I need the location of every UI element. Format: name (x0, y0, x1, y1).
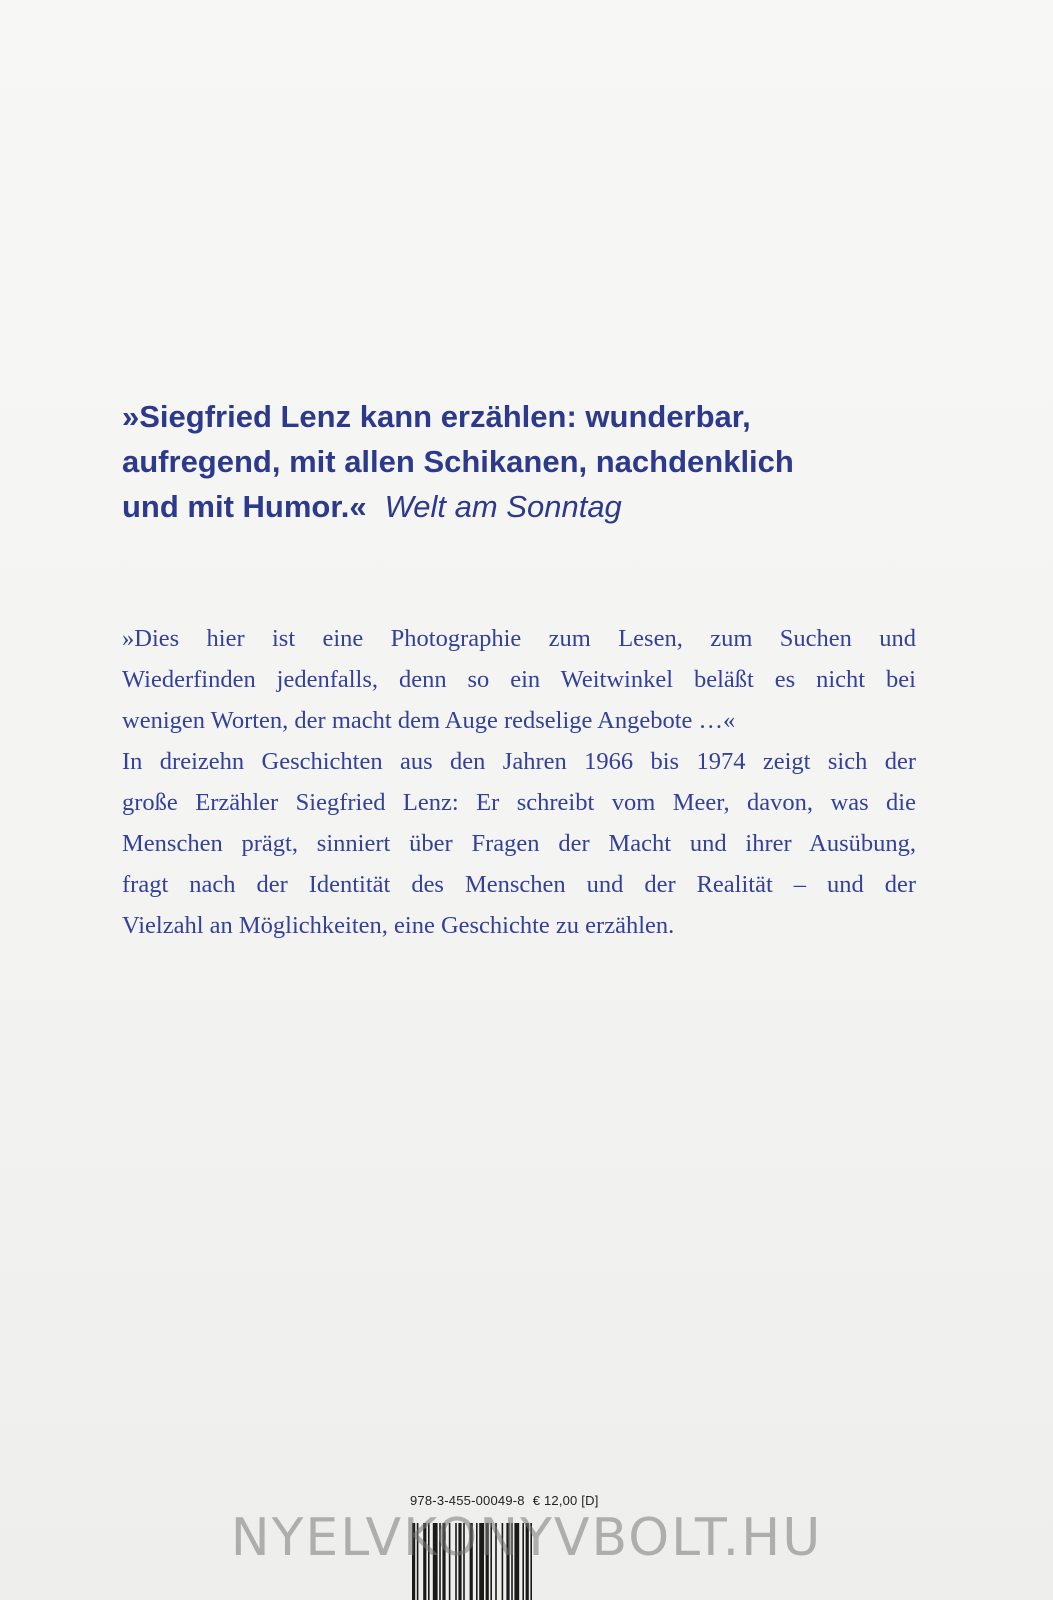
barcode-bar (442, 1523, 445, 1600)
barcode-caption (410, 1493, 599, 1508)
barcode-bar (502, 1523, 504, 1600)
barcode-bar (463, 1523, 465, 1600)
press-quote-line-text: und mit Humor.« (122, 489, 367, 524)
press-quote-line: »Siegfried Lenz kann erzählen: wunderbar, (122, 399, 751, 434)
barcode-bar (514, 1523, 519, 1600)
barcode-bar (449, 1523, 451, 1600)
press-quote-source: Welt am Sonntag (384, 489, 622, 524)
press-quote (122, 394, 922, 529)
barcode-bar (458, 1523, 461, 1600)
barcode-bar (526, 1523, 529, 1600)
barcode-bar (506, 1523, 509, 1600)
barcode-bar (495, 1523, 497, 1600)
barcode-icon (410, 1523, 630, 1600)
barcode-bar (412, 1523, 415, 1600)
barcode-bar (439, 1523, 441, 1600)
barcode-bar (479, 1523, 484, 1600)
barcode-bar (530, 1523, 532, 1600)
blurb-line: fragt nach der Identität des Menschen und der Realität – und der (122, 871, 916, 898)
barcode-bar (470, 1523, 473, 1600)
barcode-bar (522, 1523, 524, 1600)
blurb-line: Vielzahl an Möglichkeiten, eine Geschichte zu erzählen. (122, 912, 675, 939)
blurb-line: In dreizehn Geschichten aus den Jahren 1966 bis 1974 zeigt sich der (122, 748, 916, 775)
press-quote-line: aufregend, mit allen Schikanen, nachdenklich (122, 444, 794, 479)
barcode-bar (417, 1523, 419, 1600)
book-blurb (122, 618, 916, 946)
blurb-line: »Dies hier ist eine Photographie zum Lesen, zum Suchen und (122, 625, 916, 652)
watermark: NYELVKONYVBOLT.HU (230, 1508, 823, 1568)
barcode-bar (428, 1523, 430, 1600)
barcode-area (410, 1493, 640, 1600)
barcode-bar (490, 1523, 492, 1600)
barcode-bar (423, 1523, 426, 1600)
barcode-bar (486, 1523, 489, 1600)
price-label: € 12,00 [D] (532, 1493, 599, 1508)
barcode-bar (511, 1523, 513, 1600)
blurb-line: große Erzähler Siegfried Lenz: Er schreibt vom Meer, davon, was die (122, 789, 916, 816)
blurb-line: Wiederfinden jedenfalls, denn so ein Weitwinkel beläßt es nicht bei (122, 666, 916, 693)
barcode-bar (455, 1523, 457, 1600)
blurb-line: wenigen Worten, der macht dem Auge redselige Angebote …« (122, 707, 736, 734)
blurb-line: Menschen prägt, sinniert über Fragen der Macht und ihrer Ausübung, (122, 830, 916, 857)
barcode-bar (476, 1523, 478, 1600)
barcode-bar (433, 1523, 438, 1600)
isbn-number: 978-3-455-00049-8 (410, 1493, 525, 1508)
press-quote-line (122, 484, 922, 529)
